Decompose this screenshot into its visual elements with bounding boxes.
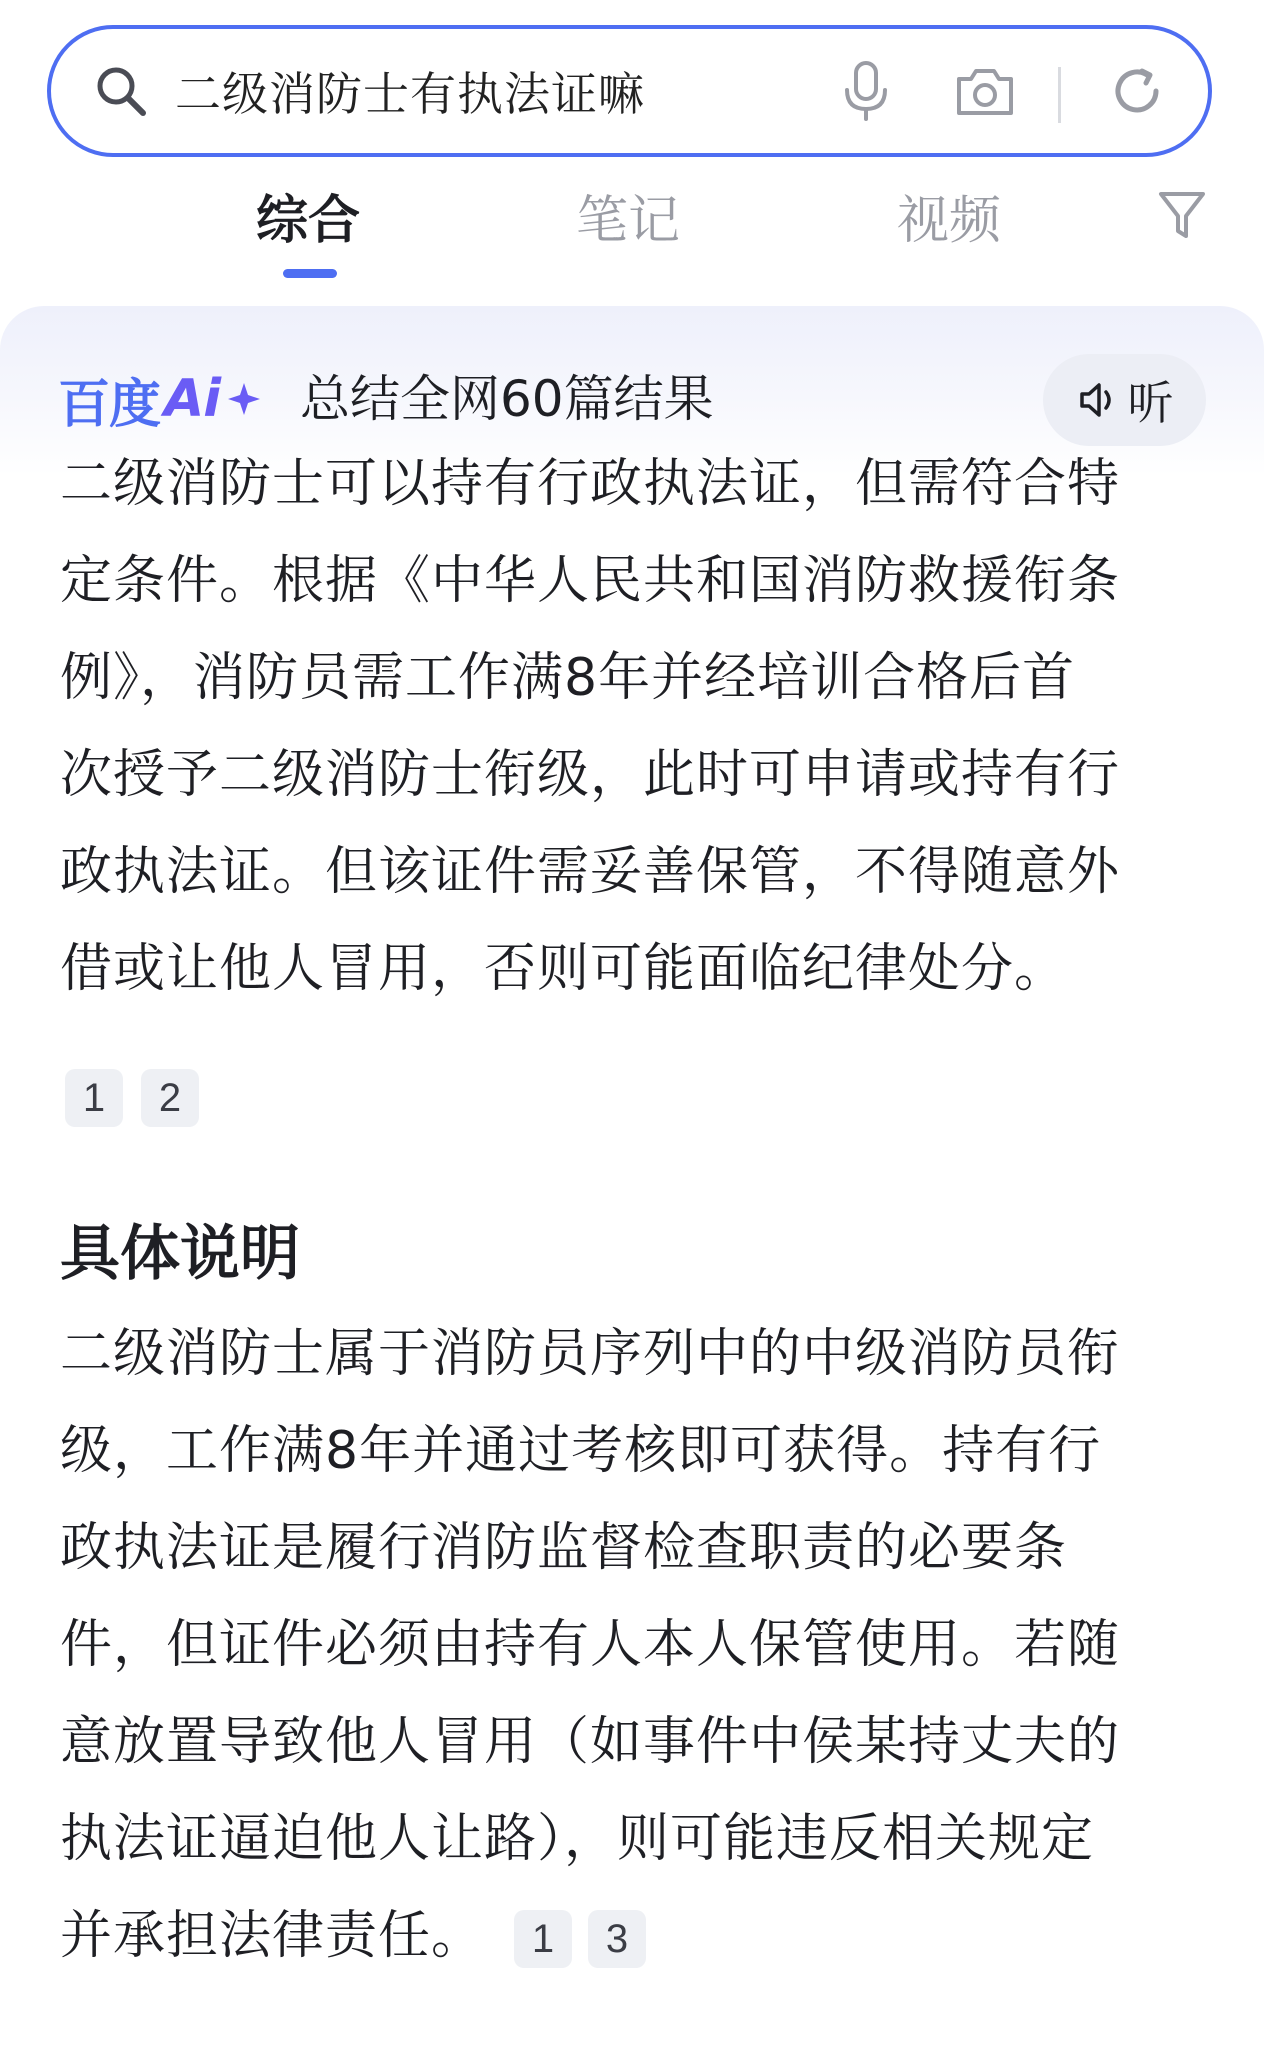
microphone-icon[interactable] [841,60,891,122]
brand-ai: Ai [164,369,221,429]
text-line: 借或让他人冒用，否则可能面临纪律处分。 [60,939,1068,999]
summary-paragraph [60,436,1200,1018]
active-tab-indicator [283,269,337,278]
text-line: 二级消防士属于消防员序列中的中级消防员衔 [60,1324,1121,1384]
text-line: 政执法证。但该证件需妥善保管，不得随意外 [60,842,1121,902]
citation-badge[interactable]: 3 [588,1910,646,1968]
camera-icon[interactable] [953,63,1017,119]
search-divider [1058,67,1061,123]
text-line: 意放置导致他人冒用（如事件中侯某持丈夫的 [60,1712,1121,1772]
tab-video[interactable]: 视频 [897,191,1002,251]
section-heading: 具体说明 [60,1219,300,1289]
text-line: 件，但证件必须由持有人本人保管使用。若随 [60,1615,1121,1675]
text-line: 二级消防士可以持有行政执法证，但需符合特 [60,454,1121,514]
text-line: 级，工作满8年并通过考核即可获得。持有行 [60,1421,1102,1481]
listen-button[interactable] [1043,354,1206,446]
text-line: 例》，消防员需工作满8年并经培训合格后首 [60,648,1076,708]
tab-notes[interactable]: 笔记 [576,191,681,251]
citation-badge[interactable]: 1 [65,1069,123,1127]
text-line: 定条件。根据《中华人民共和国消防救援衔条 [60,551,1121,611]
citation-badge[interactable]: 1 [514,1910,572,1968]
filter-icon[interactable] [1156,188,1208,242]
summary-title: 总结全网60篇结果 [300,370,714,428]
text-line: 政执法证是履行消防监督检查职责的必要条 [60,1518,1068,1578]
citation-badge[interactable]: 2 [141,1069,199,1127]
search-icon[interactable] [93,63,149,119]
citation-list [514,1906,662,1966]
text-line: 次授予二级消防士衔级，此时可申请或持有行 [60,745,1121,805]
refresh-icon[interactable] [1109,63,1165,119]
detail-paragraph [60,1306,1200,1985]
tab-comprehensive[interactable]: 综合 [256,191,361,251]
listen-label: 听 [1127,376,1174,430]
text-line: 并承担法律责任。 [60,1906,485,1966]
speaker-icon [1076,378,1120,422]
text-line: 执法证逼迫他人让路），则可能违反相关规定 [60,1809,1095,1869]
brand-name: 百度 [58,374,161,435]
sparkle-icon [226,381,262,417]
baidu-ai-logo [58,364,262,434]
search-input[interactable]: 二级消防士有执法证嘛 [175,67,645,121]
search-bar[interactable] [47,25,1212,157]
citation-list [65,1069,199,1127]
ai-summary-card [0,306,1264,2062]
